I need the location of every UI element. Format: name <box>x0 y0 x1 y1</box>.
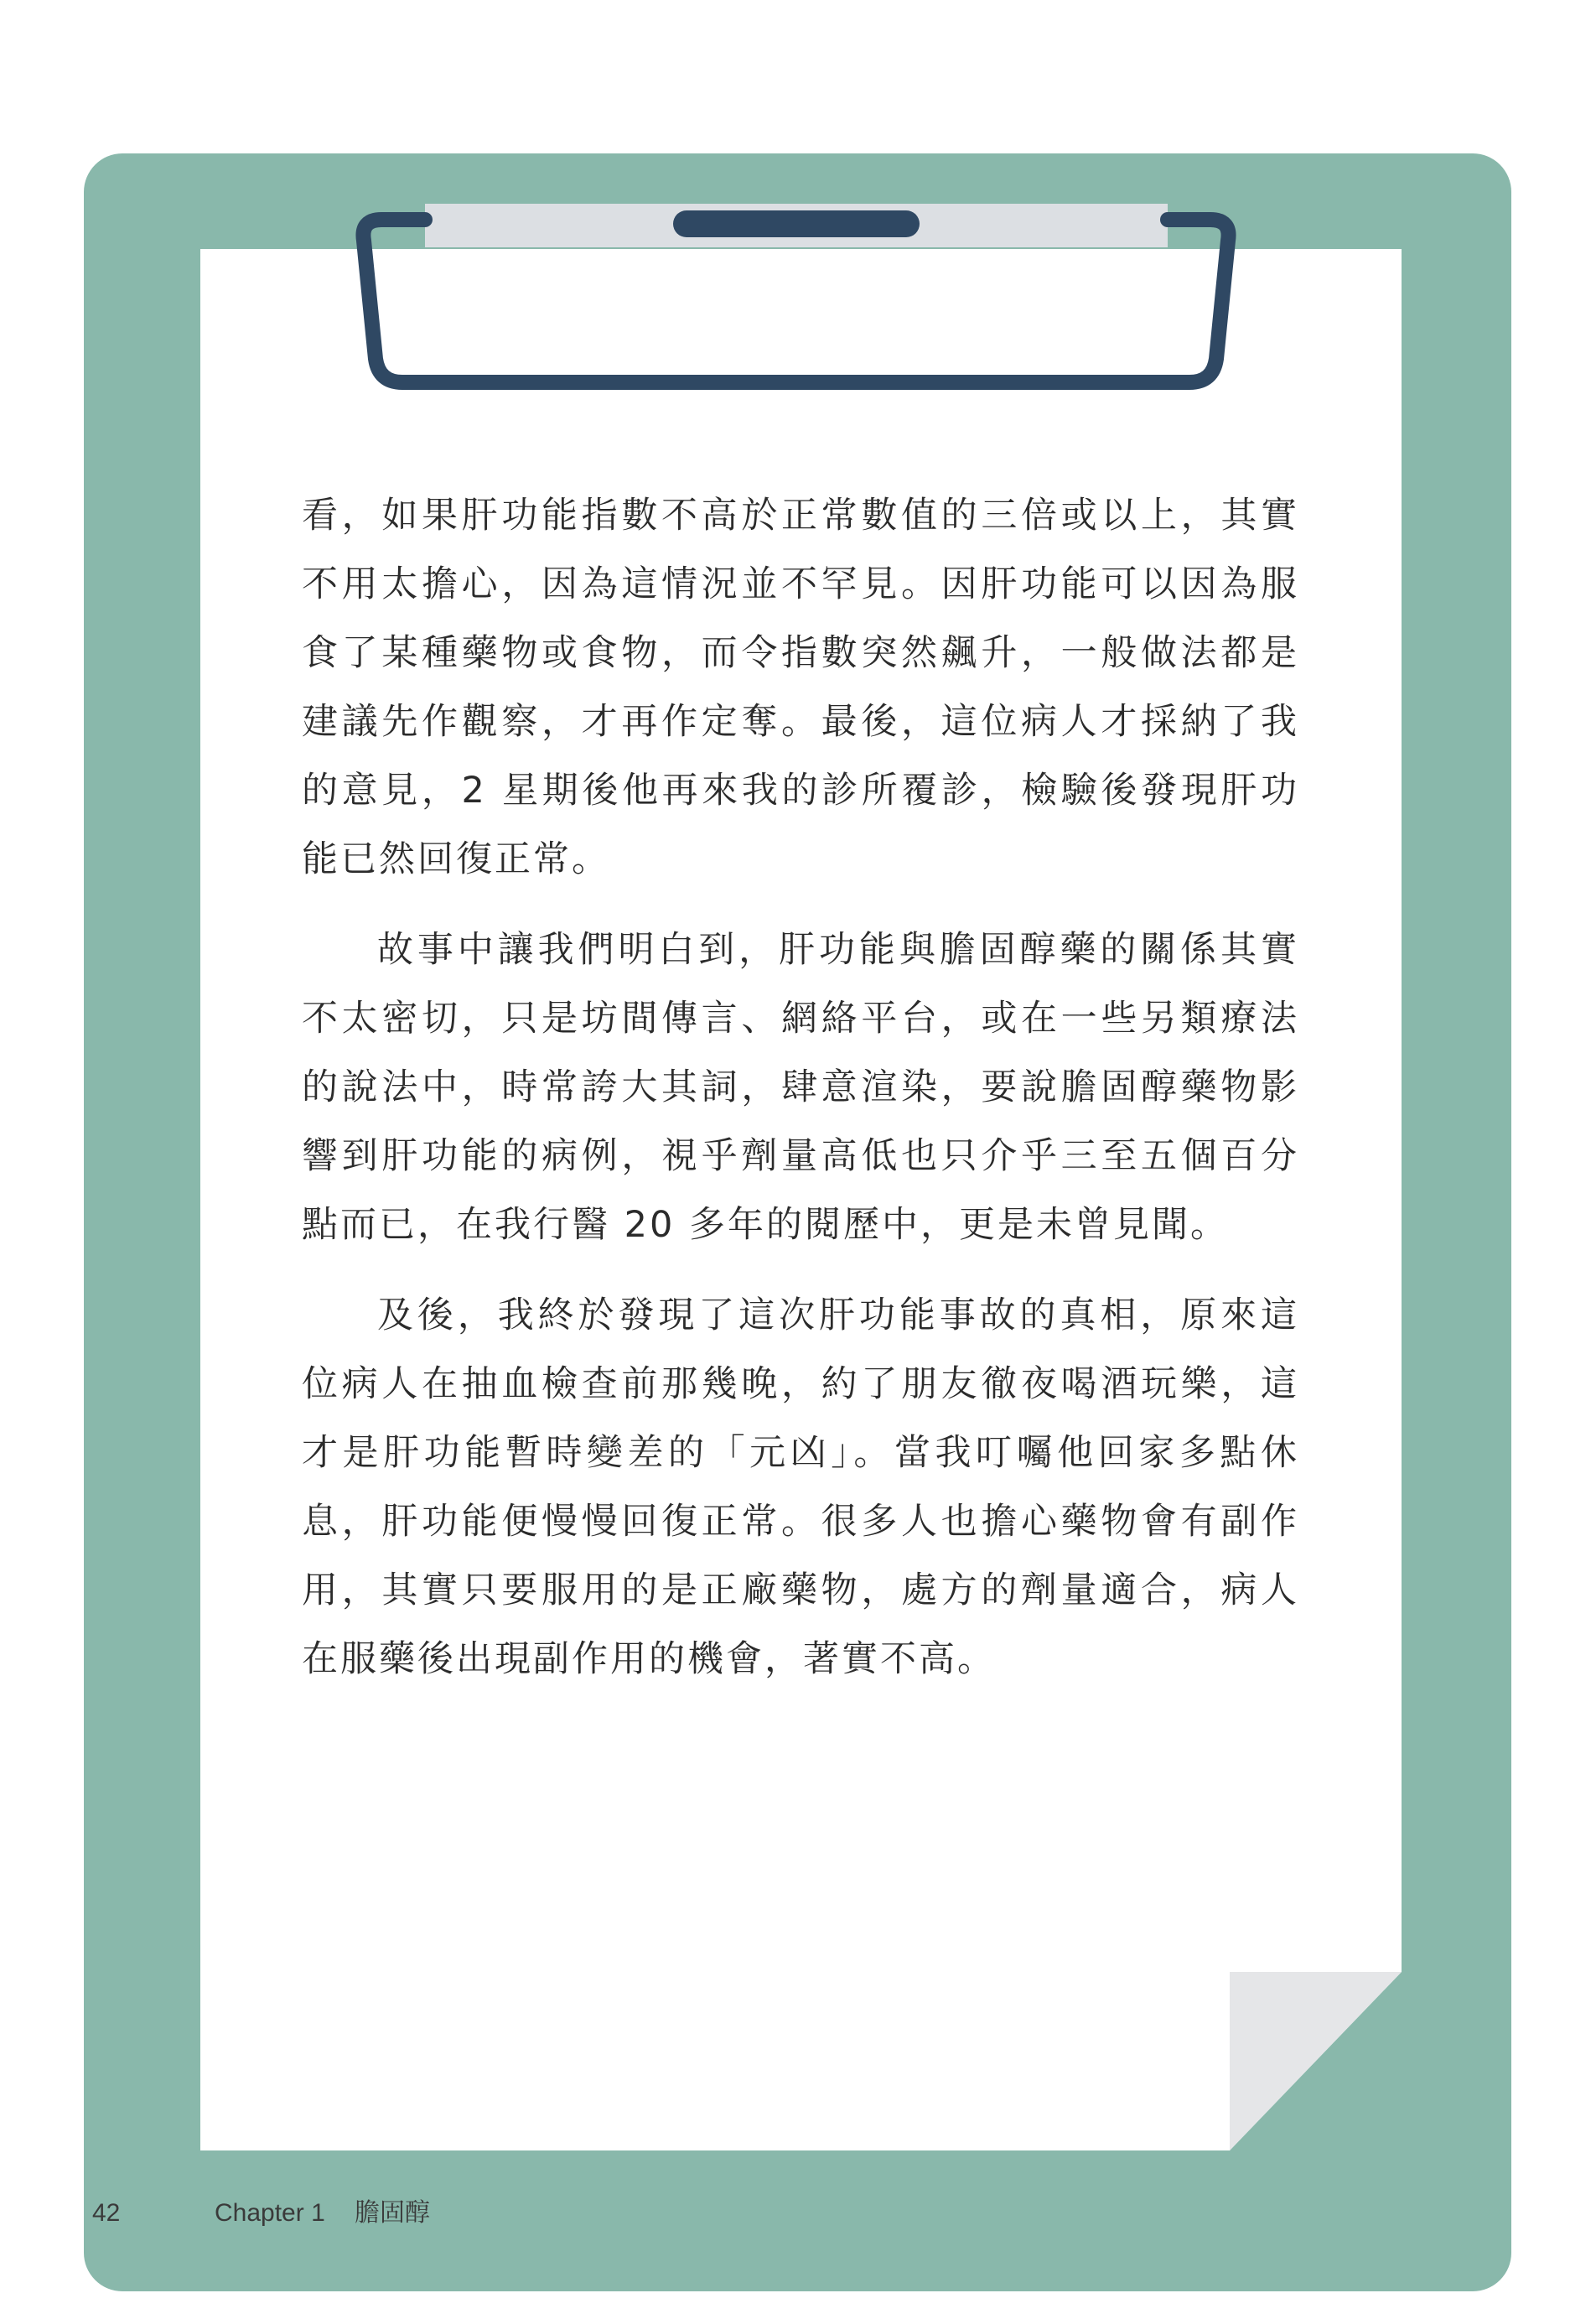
page-number: 42 <box>92 2199 121 2227</box>
clip-slot <box>673 210 920 237</box>
body-text <box>302 481 1299 1694</box>
chapter-label: Chapter 1 <box>215 2199 325 2227</box>
paragraph: 看，如果肝功能指數不高於正常數值的三倍或以上，其實不用太擔心，因為這情況並不罕見。因肝功能可以因為服食了某種藥物或食物，而令指數突然飆升，一般做法都是建議先作觀察，才再作定奪。最後，這位病人才採納了我的意見，2 星期後他再來我的診所覆診，檢驗後發現肝功能已然回復正常。 <box>302 495 1299 880</box>
paragraph: 故事中讓我們明白到，肝功能與膽固醇藥的關係其實不太密切，只是坊間傳言、網絡平台，或在一些另類療法的說法中，時常誇大其詞，肆意渲染，要說膽固醇藥物影響到肝功能的病例，視乎劑量高低也只介乎三至五個百分點而已，在我行醫 20 多年的閱歷中，更是未曾見聞。 <box>302 929 1299 1246</box>
paragraph: 及後，我終於發現了這次肝功能事故的真相，原來這位病人在抽血檢查前那幾晚，約了朋友徹夜喝酒玩樂，這才是肝功能暫時變差的「元凶」。當我叮囑他回家多點休息，肝功能便慢慢回復正常。很多人也擔心藥物會有副作用，其實只要服用的是正廠藥物，處方的劑量適合，病人在服藥後出現副作用的機會，著實不高。 <box>302 1294 1299 1680</box>
chapter-title: 膽固醇 <box>355 2199 430 2227</box>
